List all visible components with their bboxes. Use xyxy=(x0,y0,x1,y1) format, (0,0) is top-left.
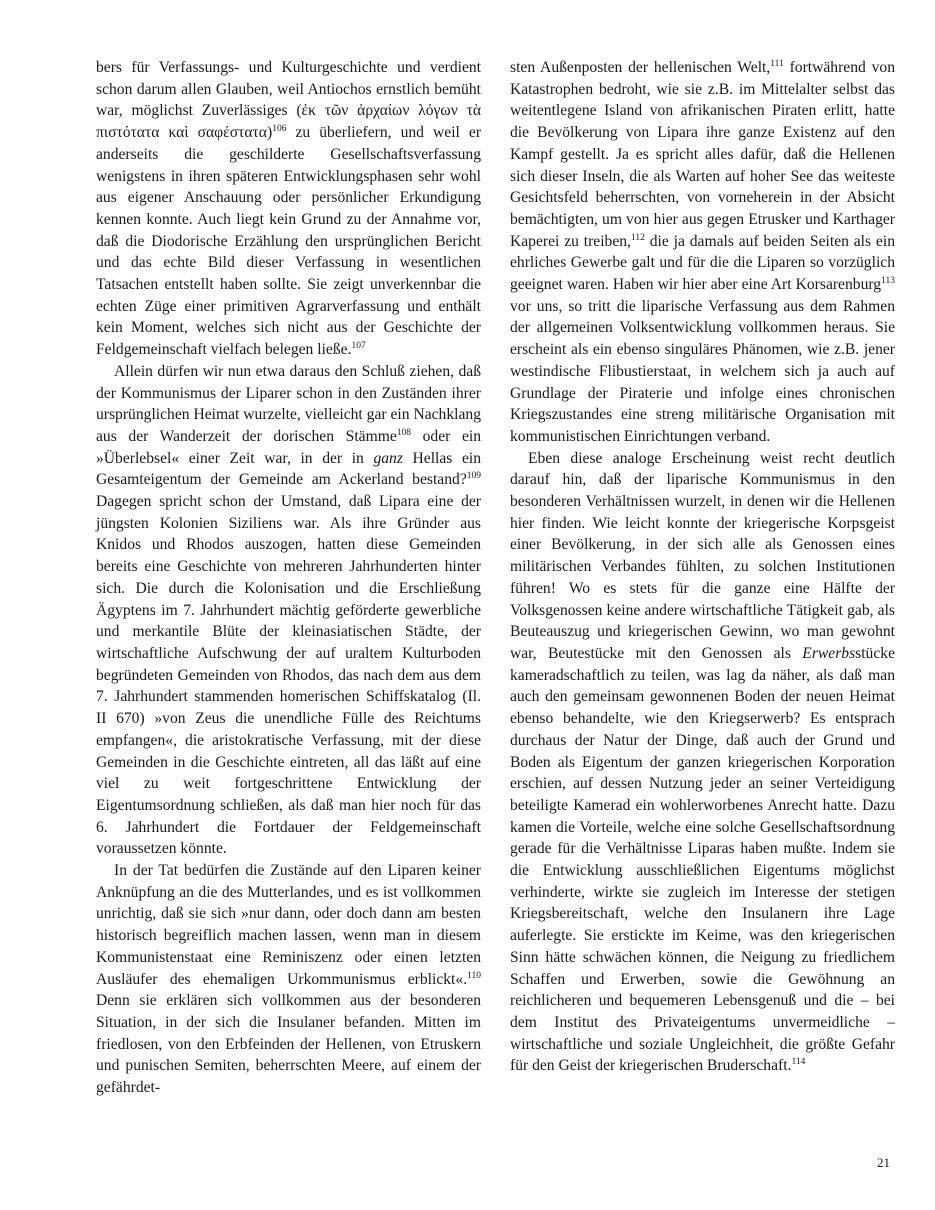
right-column xyxy=(510,57,895,1077)
text-run: die ja damals auf beiden Seiten als ein ehrliches Gewerbe galt und für die die Liparen so vorzüglich geeignet waren. Haben wir hier aber eine Art Korsarenburg xyxy=(510,232,895,294)
footnote-ref: 113 xyxy=(881,276,895,287)
footnote-ref: 112 xyxy=(630,232,645,243)
paragraph xyxy=(510,448,895,1077)
text-run: Hellas ein Gesamteigentum der Gemeinde am Ackerland bestand? xyxy=(96,449,481,489)
text-run: fortwährend von Katastrophen bedroht, wie sie z.B. im Mittelalter selbst das weitentlegene Island von afrikanischen Piraten erlitt, hatte die Bevölkerung von Lipara ihre ganze Existenz auf den Kampf gestellt. Ja es spricht alles dafür, daß die Hellenen sich dieser Inseln, die als Warten auf hoher See das weiteste Gesichtsfeld beherrschten, von vorneherein in der Absicht bemächtigten, um von hier aus gegen Etrusker und Karthager Kaperei zu treiben, xyxy=(510,59,895,250)
footnote-ref: 108 xyxy=(396,427,411,438)
text-run: bers für Verfassungs- und Kulturgeschichte und verdient schon darum allen Glauben, weil Antiochos ernstlich bemüht war, möglichst Zuverlässiges (ἐκ τῶν ἀρχαίων λόγων τὰ πιστότατα καὶ σαφέστατα) xyxy=(96,59,481,142)
text-run: sten Außenposten der hellenischen Welt, xyxy=(510,59,771,76)
emphasized-text: Erwerbs xyxy=(802,644,856,662)
emphasized-text: ganz xyxy=(373,449,403,467)
paragraph xyxy=(96,57,481,361)
paragraph xyxy=(96,361,481,860)
left-column xyxy=(96,57,481,1099)
footnote-ref: 107 xyxy=(351,341,366,352)
footnote-ref: 114 xyxy=(791,1057,806,1068)
footnote-ref: 109 xyxy=(466,471,481,482)
footnote-ref: 111 xyxy=(770,59,784,69)
text-run: vor uns, so tritt die liparische Verfassung aus dem Rahmen der allgemeinen Volksentwicklung vollkommen heraus. Sie erscheint als ein ebenso singuläres Phänomen, wie z.B. jener westindische Flibustierstaat, in welchem sich ja auch auf Grundlage der Piraterie und infolge eines chronischen Kriegszustandes eine streng militärische Organisation mit kommunistischen Einrichtungen verband. xyxy=(510,297,895,445)
text-run: oder ein »Überlebsel« einer Zeit war, in der in xyxy=(96,427,481,467)
text-run: Denn sie erklären sich vollkommen aus der besonderen Situation, in der sich die Insulaner befanden. Mitten im friedlosen, von den Erbfeinden der Hellenen, von Etruskern und punischen Semiten, beherrschten Meere, auf einem der gefährdet- xyxy=(96,992,481,1097)
footnote-ref: 110 xyxy=(467,970,481,981)
text-run: stücke kameradschaftlich zu teilen, was lag da näher, als daß man auch den gemeinsam gewonnenen Boden der neuen Heimat ebenso behandelte, wie den Kriegserwerb? Es entsprach durchaus der Natur der Dinge, daß auch der Grund und Boden als Eigentum der ganzen kriegerischen Korporation erschien, auf dessen Nutzung jeder an seiner Verteidigung beteiligte Kamerad ein wohlerworbenes Anrecht hatte. Dazu kamen die Vorteile, welche eine solche Gesellschaftsordnung gerade für die Verhältnisse Liparas haben mußte. Indem sie die Entwicklung ausschließlichen Eigentums möglichst verhinderte, wirkte sie zugleich im Interesse der stetigen Kriegsbereitschaft, welche den Insulanern ihre Lage auferlegte. Sie erstickte im Keime, was den kriegerischen Sinn hätte schwächen können, die Neigung zu friedlichem Schaffen und Erwerben, sowie die Gewöhnung an reichlicheren und bequemeren Lebensgenuß und die – bei dem Institut des Privateigentums unvermeidliche – wirtschaftliche und soziale Ungleichheit, die größte Gefahr für den Geist der kriegerischen Bruderschaft. xyxy=(510,644,895,1075)
text-run: Allein dürfen wir nun etwa daraus den Schluß ziehen, daß der Kommunismus der Liparer schon in den Zuständen ihrer ursprünglichen Heimat wurzelte, vielleicht gar ein Nachklang aus der Wanderzeit der dorischen Stämme xyxy=(96,362,481,445)
text-run: zu überliefern, und weil er anderseits die geschilderte Gesellschaftsverfassung wenigstens in ihren späteren Entwicklungsphasen sehr wohl aus eigener Anschauung oder persönlicher Erkundigung kennen konnte. Auch liegt kein Grund zu der Annahme vor, daß die Diodorische Erzählung den ursprünglichen Bericht und das echte Bild dieser Verfassung in wesentlichen Tatsachen entstellt haben sollte. Sie zeigt unverkennbar die echten Züge einer primitiven Agrarverfassung und enthält kein Moment, welches sich nicht aus der Geschichte der Feldgemeinschaft vielfach belegen ließe. xyxy=(96,124,482,359)
text-run: Eben diese analoge Erscheinung weist recht deutlich darauf hin, daß der liparische Kommunismus in den besonderen Verhältnissen wurzelt, in denen wir die Hellenen hier finden. Wie leicht konnte der kriegerische Korpsgeist einer Bevölkerung, in der sich alle als Genossen eines militärischen Verbandes fühlten, zu solchen Institutionen führen! Wo es stets für die ganze eine Hälfte der Volksgenossen keine andere wirtschaftliche Tätigkeit gab, als Beuteauszug und kriegerischen Gewinn, wo man gewohnt war, Beutestücke mit den Genossen als xyxy=(510,449,895,662)
text-run: Dagegen spricht schon der Umstand, daß Lipara eine der jüngsten Kolonien Siziliens war. Als ihre Gründer aus Knidos und Rhodos auszogen, hatten diese Gemeinden bereits eine Geschichte von mehreren Jahrhunderten hinter sich. Die durch die Kolonisation und die Erschließung Ägyptens im 7. Jahrhundert mächtig geförderte gewerbliche und merkantile Blüte der kleinasiatischen Städte, der wirtschaftliche Aufschwung der auf uraltem Kulturboden begründeten Gemeinden von Rhodos, das nach dem aus dem 7. Jahrhundert stammenden homerischen Schiffskatalog (Il. II 670) »von Zeus die unendliche Fülle des Reichtums empfangen«, die aristokratische Verfassung, mit der diese Gemeinden in die Geschichte eintreten, all das läßt auf eine viel zu weit fortgeschrittene Entwicklung der Eigentumsordnung schließen, als daß man hier noch für das 6. Jahrhundert die Fortdauer der Feldgemeinschaft voraussetzen könnte. xyxy=(96,493,481,858)
paragraph xyxy=(510,57,895,448)
text-run: In der Tat bedürfen die Zustände auf den Liparen keiner Anknüpfung an die des Mutterlandes, und es ist vollkommen unrichtig, daß sie sich »nur dann, oder doch dann am besten historisch begreiflich machen lassen, wenn man in diesem Kommunistenstaat eine Reminiszenz oder einen letzten Ausläufer des ehemaligen Urkommunismus erblickt«. xyxy=(96,862,481,988)
footnote-ref: 106 xyxy=(272,124,287,135)
paragraph xyxy=(96,860,481,1099)
page-number: 21 xyxy=(877,1155,890,1170)
